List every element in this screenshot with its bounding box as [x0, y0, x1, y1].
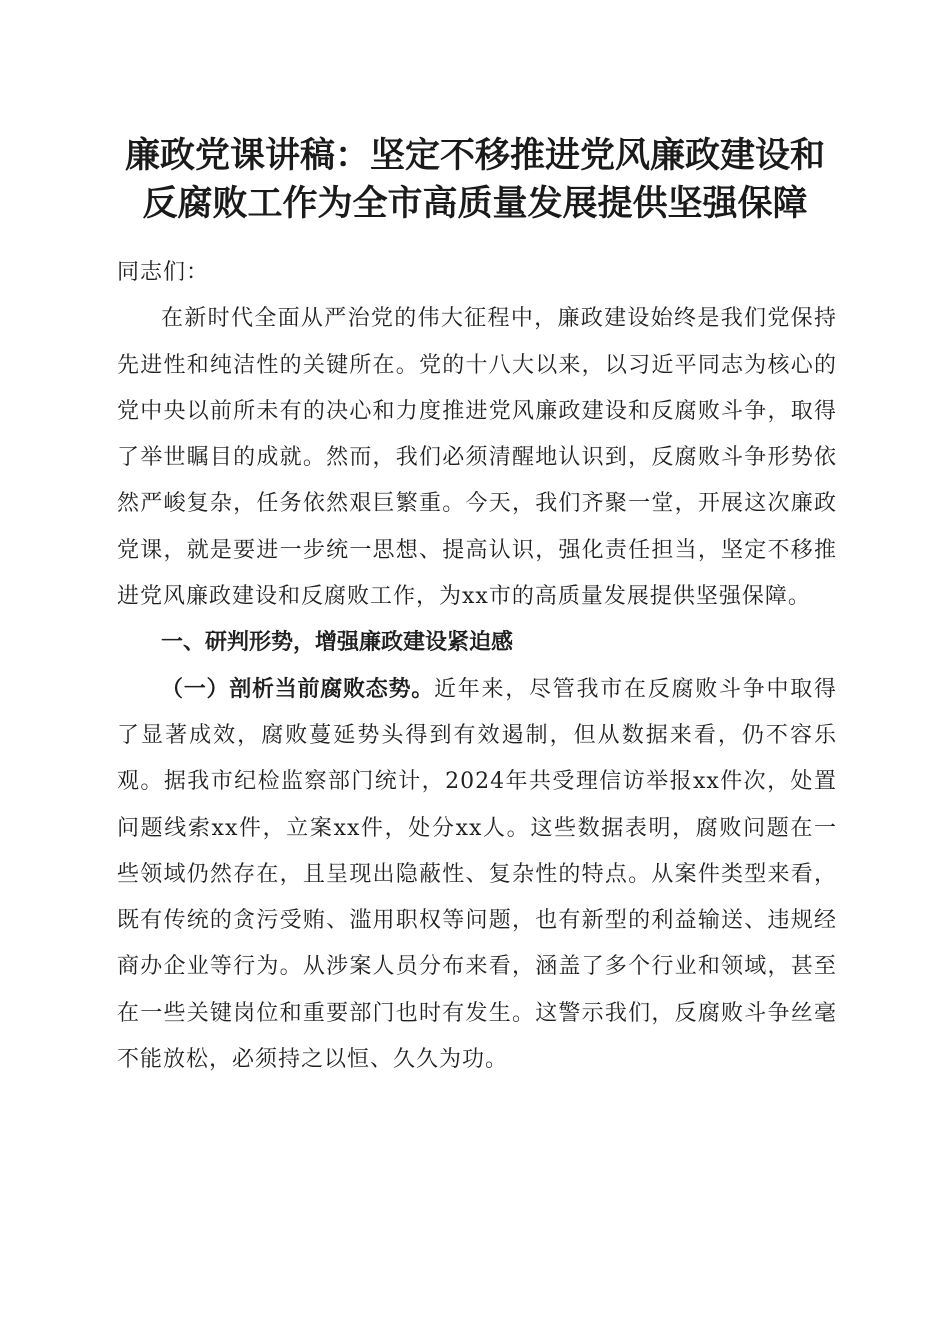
title-line-2: 反腐败工作为全市高质量发展提供坚强保障 — [142, 183, 808, 224]
title-line-1: 廉政党课讲稿：坚定不移推进党风廉政建设和 — [124, 135, 825, 176]
intro-paragraph: 在新时代全面从严治党的伟大征程中，廉政建设始终是我们党保持先进性和纯洁性的关键所在。党的十八大以来，以习近平同志为核心的党中央以前所未有的决心和力度推进党风廉政建设和反腐败斗争，取得了举世瞩目的成就。然而，我们必须清醒地认识到，反腐败斗争形势依然严峻复杂，任务依然艰巨繁重。今天，我们齐聚一堂，开展这次廉政党课，就是要进一步统一思想、提高认识，强化责任担当，坚定不移推进党风廉政建设和反腐败工作，为xx市的高质量发展提供坚强保障。 — [117, 306, 837, 610]
subsection-paragraph — [117, 667, 837, 1084]
subsection-lead: （一）剖析当前腐败态势。 — [161, 676, 434, 702]
document-title — [100, 132, 850, 228]
document-body — [117, 250, 837, 1083]
salutation: 同志们： — [117, 260, 210, 285]
section-heading: 一、研判形势，增强廉政建设紧迫感 — [161, 630, 514, 656]
subsection-text: 近年来，尽管我市在反腐败斗争中取得了显著成效，腐败蔓延势头得到有效遏制，但从数据来看，仍不容乐观。据我市纪检监察部门统计，2024年共受理信访举报xx件次，处置问题线索xx件，立案xx件，处分xx人。这些数据表明，腐败问题在一些领域仍然存在，且呈现出隐蔽性、复杂性的特点。从案件类型来看，既有传统的贪污受贿、滥用职权等问题，也有新型的利益输送、违规经商办企业等行为。从涉案人员分布来看，涵盖了多个行业和领域，甚至在一些关键岗位和重要部门也时有发生。这警示我们，反腐败斗争丝毫不能放松，必须持之以恒、久久为功。 — [117, 676, 837, 1073]
